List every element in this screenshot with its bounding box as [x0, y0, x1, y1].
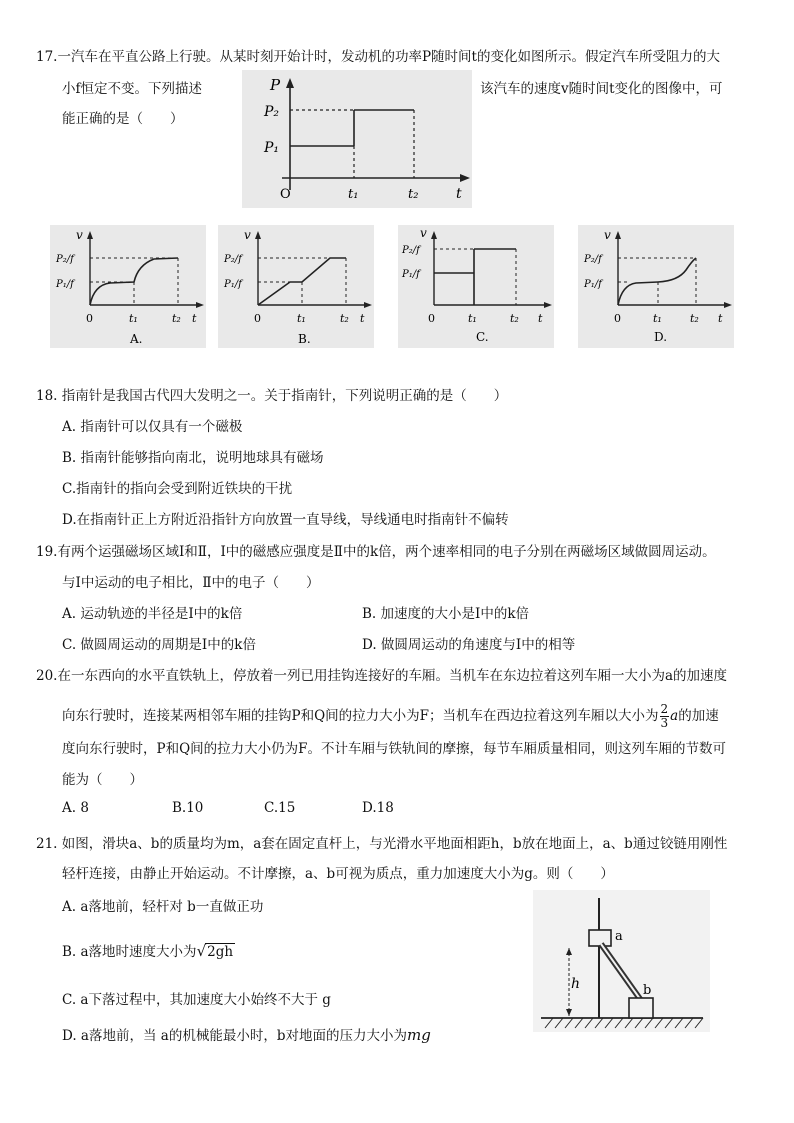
q20-line3: 度向东行驶时，P和Q间的拉力大小仍为F。不计车厢与铁轨间的摩擦，每节车厢质量相同，则这列车厢的节数可 — [62, 741, 727, 757]
accel-var: a — [670, 708, 679, 724]
y-axis-label: P — [270, 76, 281, 94]
q21-option-a: A. a落地前，轻杆对 b一直做正功 — [62, 899, 264, 915]
q17-line2a: 小f恒定不变。下列描述 — [62, 81, 202, 97]
q19-option-a: A. 运动轨迹的半径是Ⅰ中的k倍 — [62, 606, 243, 622]
t-label: t — [360, 312, 365, 325]
q20-line2-text: 向东行驶时，连接某两相邻车厢的挂钩P和Q间的拉力大小为F；当机车在西边拉着这列车厢以大小为 — [62, 708, 659, 724]
t1-label: t₁ — [348, 187, 359, 202]
v-label: v — [604, 228, 611, 242]
q21-option-d-text: D. a落地前，当 a的机械能最小时，b对地面的压力大小为 — [62, 1028, 407, 1044]
p2f-label: P₂/f — [56, 254, 74, 265]
q21-option-c: C. a下落过程中，其加速度大小始终不大于 g — [62, 992, 331, 1008]
q20-option-d: D.18 — [362, 800, 394, 816]
q18-stem: 18. 指南针是我国古代四大发明之一。关于指南针，下列说明正确的是（ ） — [36, 388, 508, 404]
fraction — [660, 703, 670, 730]
mg-expression: mg — [406, 1026, 431, 1044]
q20-line1: 20.在一东西向的水平直铁轨上，停放着一列已用挂钩连接好的车厢。当机车在东边拉着这列车厢一大小为a的加速度 — [36, 668, 728, 684]
p2f-label: P₂/f — [402, 245, 420, 256]
block-b-label: b — [643, 983, 652, 998]
t-label: t — [538, 312, 543, 325]
option-b-graph — [218, 225, 374, 348]
t2-label: t₂ — [510, 312, 519, 325]
q19-option-d: D. 做圆周运动的角速度与Ⅰ中的相等 — [362, 637, 576, 653]
slider-rod-diagram — [533, 890, 710, 1032]
v-label: v — [420, 226, 427, 240]
p2-label: P₂ — [264, 104, 280, 120]
p1f-label: P₁/f — [224, 279, 242, 290]
fraction-numerator: 2 — [660, 702, 669, 716]
q19-option-c: C. 做圆周运动的周期是Ⅰ中的k倍 — [62, 637, 256, 653]
q21-line1: 21. 如图，滑块a、b的质量均为m，a套在固定直杆上，与光滑水平地面相距h，b放在地面上，a、b通过铰链用刚性 — [36, 836, 728, 852]
q21-line2: 轻杆连接，由静止开始运动。不计摩擦，a、b可视为质点，重力加速度大小为g。则（ ） — [62, 866, 614, 882]
fraction-denominator: 3 — [660, 716, 669, 730]
v-label: v — [76, 228, 83, 242]
option-caption: D. — [654, 330, 668, 344]
q19-line2: 与Ⅰ中运动的电子相比，Ⅱ中的电子（ ） — [62, 575, 320, 591]
t2-label: t₂ — [340, 312, 349, 325]
p2f-label: P₂/f — [224, 254, 242, 265]
origin-label: 0 — [254, 312, 261, 325]
q20-line4: 能为（ ） — [62, 772, 143, 788]
q20-line2 — [62, 703, 719, 730]
t-label: t — [192, 312, 197, 325]
t1-label: t₁ — [297, 312, 306, 325]
t-label: t — [718, 312, 723, 325]
t2-label: t₂ — [172, 312, 181, 325]
t1-label: t₁ — [129, 312, 138, 325]
q21-option-d — [62, 1024, 431, 1044]
q18-option-d: D.在指南针正上方附近沿指针方向放置一直导线，导线通电时指南针不偏转 — [62, 512, 509, 528]
option-caption: C. — [476, 330, 489, 344]
t2-label: t₂ — [690, 312, 699, 325]
block-a-label: a — [615, 929, 623, 944]
p1f-label: P₁/f — [584, 279, 602, 290]
q19-option-b: B. 加速度的大小是Ⅰ中的k倍 — [362, 606, 530, 622]
q17-line2b: 该汽车的速度v随时间t变化的图像中，可 — [480, 81, 723, 97]
q18-option-b: B. 指南针能够指向南北，说明地球具有磁场 — [62, 450, 324, 466]
q17-line3: 能正确的是（ ） — [62, 111, 184, 127]
option-caption: A. — [130, 332, 143, 346]
option-a-graph — [50, 225, 206, 348]
origin-label: 0 — [86, 312, 93, 325]
p1f-label: P₁/f — [56, 279, 74, 290]
q20-option-b: B.10 — [172, 800, 204, 816]
x-axis-label: t — [456, 186, 462, 202]
q21-option-b-text: B. a落地时速度大小为 — [62, 944, 197, 960]
p1f-label: P₁/f — [402, 269, 420, 280]
option-c-graph — [398, 225, 554, 348]
t2-label: t₂ — [408, 187, 419, 202]
q21-option-b: B. a落地时速度大小为√2gh — [62, 942, 234, 960]
q18-option-c: C.指南针的指向会受到附近铁块的干扰 — [62, 481, 293, 497]
height-label: h — [571, 976, 581, 992]
p1-label: P₁ — [264, 140, 280, 156]
q20-option-a: A. 8 — [62, 800, 89, 816]
sqrt-expression: 2gh — [207, 944, 234, 960]
q18-option-a: A. 指南针可以仅具有一个磁极 — [62, 419, 243, 435]
power-time-graph — [242, 70, 472, 208]
q17-line1: 17.一汽车在平直公路上行驶。从某时刻开始计时，发动机的功率P随时间t的变化如图所示。假定汽车所受阻力的大 — [36, 49, 720, 65]
p2f-label: P₂/f — [584, 254, 602, 265]
option-caption: B. — [298, 332, 311, 346]
t1-label: t₁ — [468, 312, 477, 325]
origin-label: 0 — [428, 312, 435, 325]
q20-line2-end: 的加速 — [678, 708, 719, 724]
q20-option-c: C.15 — [264, 800, 296, 816]
q19-line1: 19.有两个运强磁场区域Ⅰ和Ⅱ，Ⅰ中的磁感应强度是Ⅱ中的k倍，两个速率相同的电子分别在两磁场区域做圆周运动。 — [36, 544, 716, 560]
origin-label: O — [280, 187, 291, 202]
v-label: v — [244, 228, 251, 242]
origin-label: 0 — [614, 312, 621, 325]
t1-label: t₁ — [653, 312, 662, 325]
option-d-graph — [578, 225, 734, 348]
